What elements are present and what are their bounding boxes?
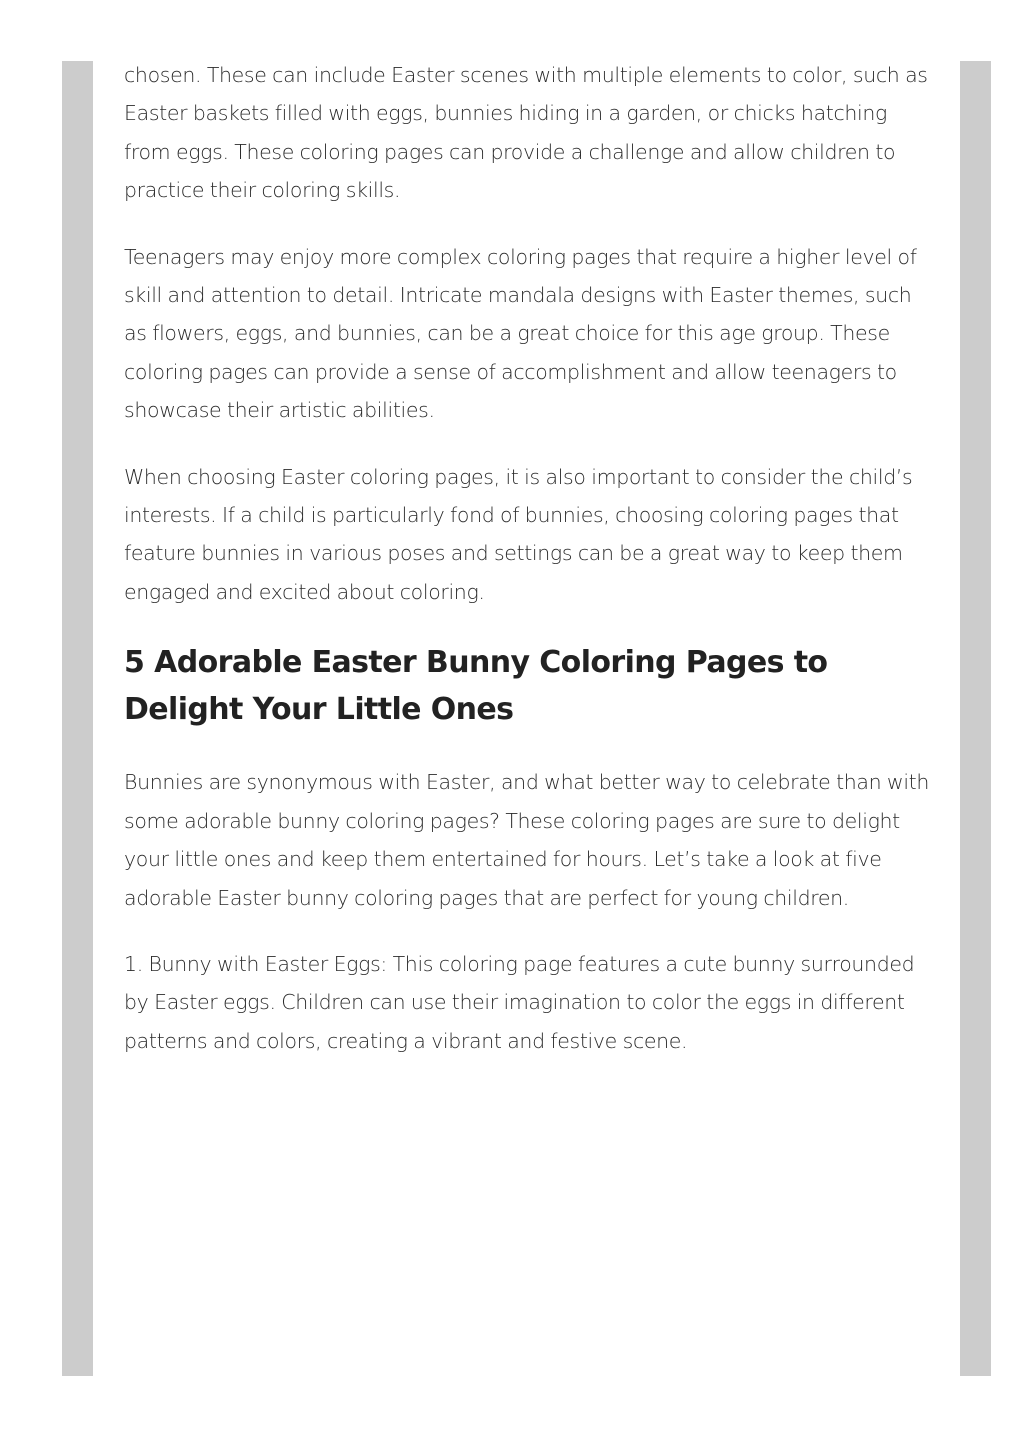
section-heading: 5 Adorable Easter Bunny Coloring Pages to Delight Your Little Ones	[124, 645, 828, 728]
paragraph-bunny-with-eggs: 1. Bunny with Easter Eggs: This coloring page features a cute bunny surrounded by Easter eggs. Children can use their imagination to color the eggs in different patterns and colors, creating a vibrant and festive scene.	[124, 951, 915, 1053]
paragraph-coloring-scenes: chosen. These can include Easter scenes with multiple elements to color, such as Easter baskets filled with eggs, bunnies hiding in a garden, or chicks hatching from eggs. These coloring pages can provide a challenge and allow children to practice their coloring skills.	[124, 63, 928, 203]
paragraph-bunnies-intro: Bunnies are synonymous with Easter, and what better way to celebrate than with some adorable bunny coloring pages? These coloring pages are sure to delight your little ones and keep them entertained for hours. Let’s take a look at five adorable Easter bunny coloring pages that are perfect for young children.	[124, 770, 930, 910]
article-body	[124, 56, 936, 1088]
left-margin-bar	[62, 61, 93, 1376]
paragraph-teenagers: Teenagers may enjoy more complex coloring pages that require a higher level of skill and attention to detail. Intricate mandala designs with Easter themes, such as flowers, eggs, and bunnies, can be a great choice for this age group. These coloring pages can provide a sense of accomplishment and allow teenagers to showcase their artistic abilities.	[124, 244, 917, 423]
right-margin-bar	[960, 61, 991, 1376]
paragraph-child-interests: When choosing Easter coloring pages, it is also important to consider the child’s interests. If a child is particularly fond of bunnies, choosing coloring pages that feature bunnies in various poses and settings can be a great way to keep them engaged and excited about coloring.	[124, 464, 913, 604]
